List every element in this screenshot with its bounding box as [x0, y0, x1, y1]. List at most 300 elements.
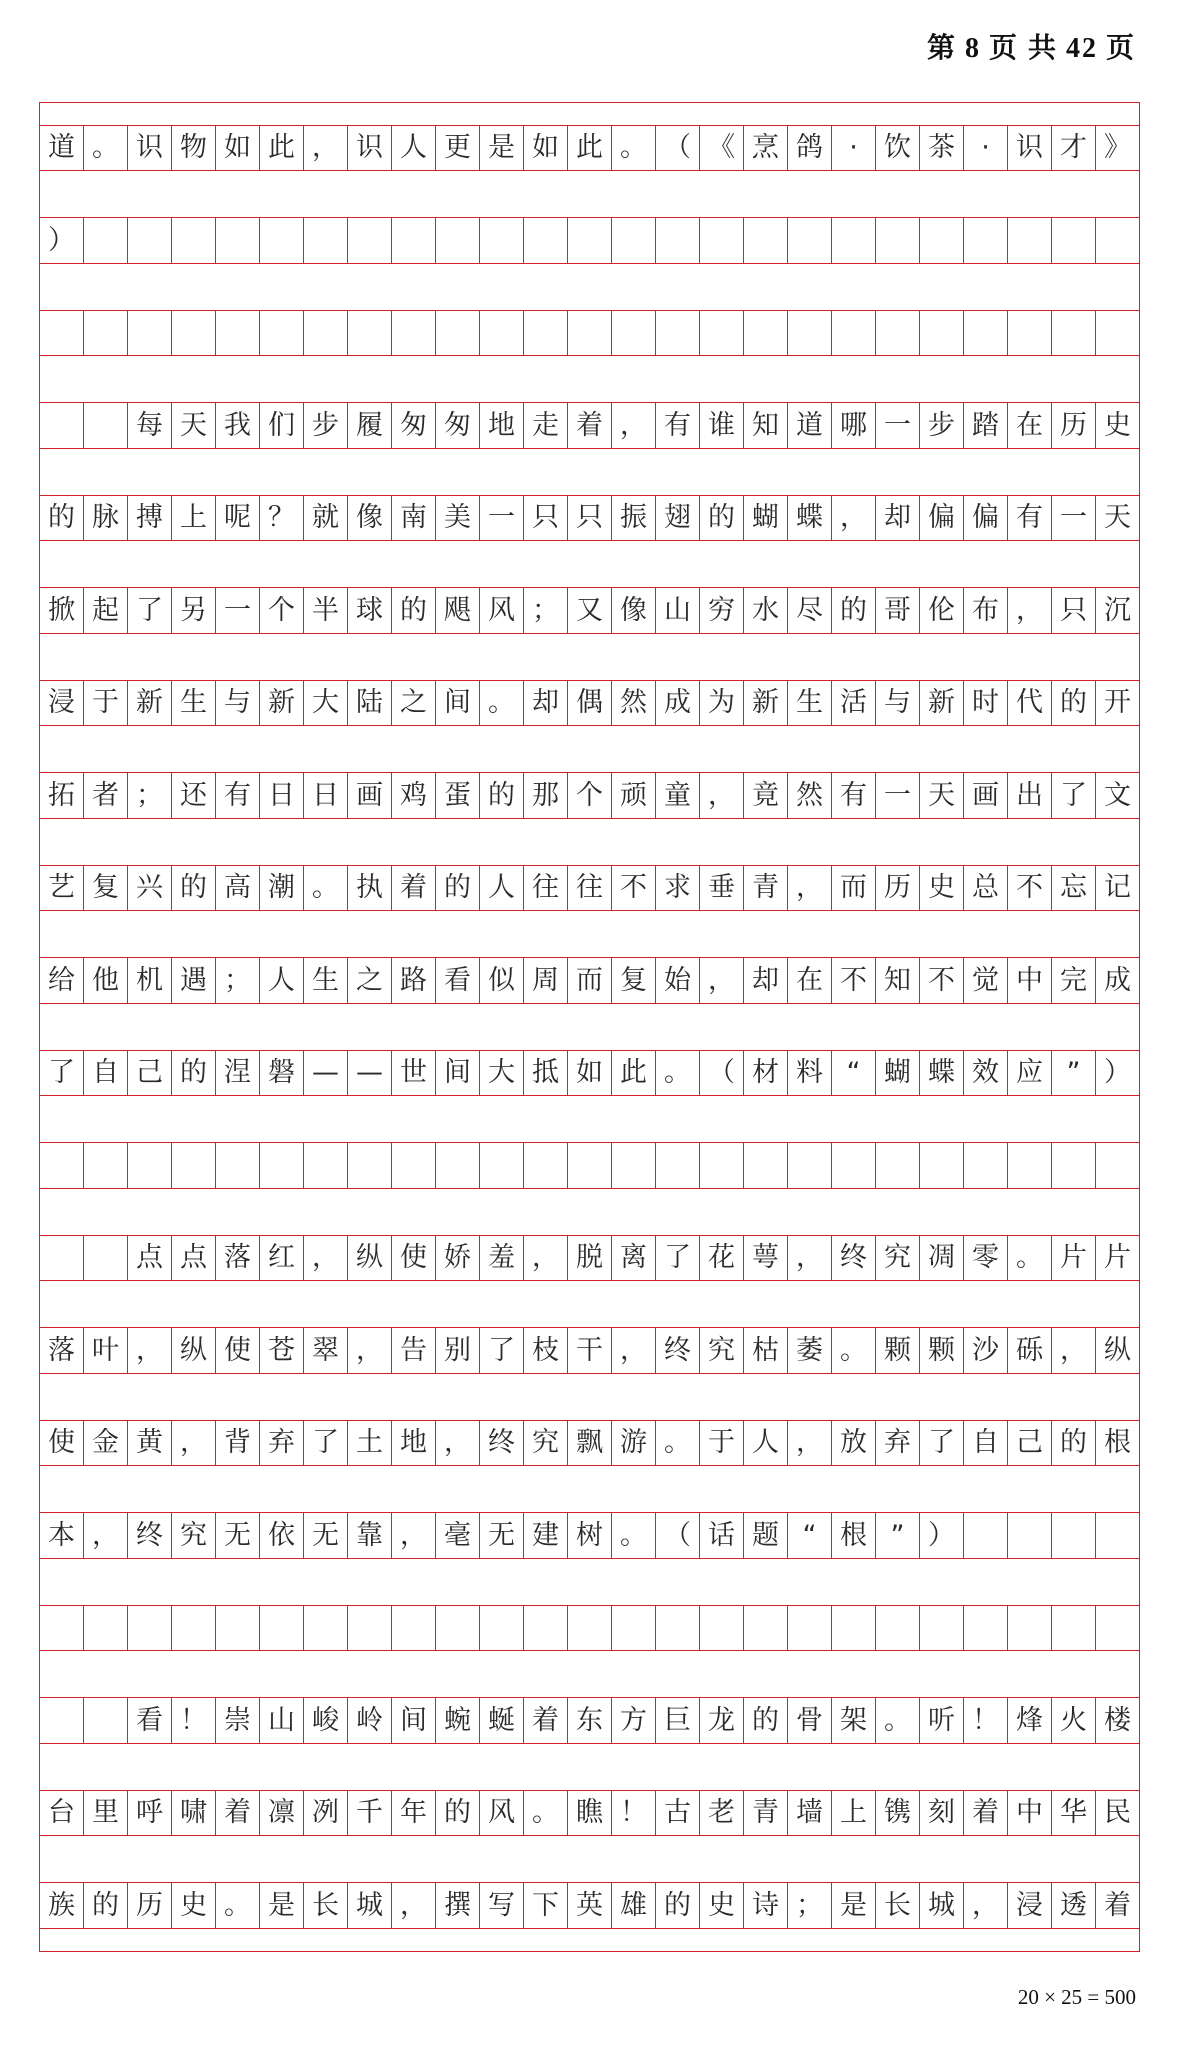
grid-cell: 偏	[920, 496, 964, 541]
grid-cell: 树	[568, 1513, 612, 1558]
composition-grid-sheet	[39, 102, 1140, 1952]
grid-cell	[480, 218, 524, 263]
grid-cell: 人	[392, 126, 436, 171]
grid-cell: 蝶	[920, 1051, 964, 1096]
grid-cell: 日	[304, 773, 348, 818]
grid-cell: 千	[348, 1791, 392, 1836]
grid-cell: 岭	[348, 1698, 392, 1743]
grid-cell: 墙	[788, 1791, 832, 1836]
grid-cell	[1096, 218, 1139, 263]
grid-cell	[84, 311, 128, 356]
grid-cell: “	[832, 1051, 876, 1096]
grid-cell	[348, 311, 392, 356]
grid-cell: 纵	[172, 1328, 216, 1373]
grid-cell: 着	[568, 403, 612, 448]
grid-cell	[84, 1143, 128, 1188]
grid-cell: 垂	[700, 866, 744, 911]
grid-cell: 雄	[612, 1883, 656, 1928]
grid-cell: 蝴	[744, 496, 788, 541]
grid-cell: 觉	[964, 958, 1008, 1003]
grid-cell: ）	[40, 218, 84, 263]
grid-cell: 掀	[40, 588, 84, 633]
grid-cell: 零	[964, 1236, 1008, 1281]
grid-cell: 忘	[1052, 866, 1096, 911]
grid-cell	[40, 403, 84, 448]
current-page: 8	[964, 33, 981, 64]
grid-cell: 根	[1104, 1427, 1131, 1459]
grid-cell: 有	[832, 773, 876, 818]
grid-cell: 在	[788, 958, 832, 1003]
grid-cell: 脱	[568, 1236, 612, 1281]
grid-cell: 往	[524, 866, 568, 911]
grid-cell: 谁	[700, 403, 744, 448]
grid-row	[40, 402, 1139, 449]
grid-cell: 像	[612, 588, 656, 633]
grid-cell: 起	[84, 588, 128, 633]
grid-cell: 拓	[40, 773, 84, 818]
grid-cell: 然	[612, 681, 656, 726]
grid-cell: 架	[832, 1698, 876, 1743]
grid-cell	[392, 1143, 436, 1188]
grid-cell	[656, 1606, 700, 1651]
grid-cell: 布	[964, 588, 1008, 633]
grid-cell: 无	[480, 1513, 524, 1558]
grid-cell: 日	[260, 773, 304, 818]
grid-cell: 老	[700, 1791, 744, 1836]
grid-cell	[744, 1143, 788, 1188]
grid-row	[40, 1790, 1139, 1837]
grid-cell: 别	[436, 1328, 480, 1373]
grid-cell: 着	[392, 866, 436, 911]
grid-cell: 踏	[964, 403, 1008, 448]
grid-cell: 与	[876, 681, 920, 726]
grid-cell: 鸽	[788, 126, 832, 171]
grid-cell	[1008, 218, 1052, 263]
grid-cell: ，	[700, 958, 744, 1003]
grid-cell: 飘	[568, 1421, 612, 1466]
grid-cell: 知	[744, 403, 788, 448]
grid-cell	[700, 311, 744, 356]
grid-cell	[1008, 1606, 1052, 1651]
grid-cell	[216, 1606, 260, 1651]
grid-cell: 如	[524, 126, 568, 171]
grid-cell: 的	[1052, 1421, 1096, 1466]
grid-cell	[1096, 1513, 1139, 1558]
grid-cell: ，	[832, 496, 876, 541]
grid-cell	[172, 218, 216, 263]
grid-cell: 似	[480, 958, 524, 1003]
grid-cell: 本	[40, 1513, 84, 1558]
grid-cell	[1052, 218, 1096, 263]
grid-cell: 球	[348, 588, 392, 633]
grid-cell: 此	[612, 1051, 656, 1096]
grid-cell: 水	[744, 588, 788, 633]
grid-cell	[1096, 1606, 1139, 1651]
grid-cell: 只	[524, 496, 568, 541]
grid-cell: 究	[524, 1421, 568, 1466]
grid-cell: 自	[84, 1051, 128, 1096]
grid-cell: 不	[612, 866, 656, 911]
grid-cell: 潮	[260, 866, 304, 911]
grid-cell: 枝	[524, 1328, 568, 1373]
grid-cell: 生	[304, 958, 348, 1003]
grid-cell: 写	[480, 1883, 524, 1928]
grid-cell	[392, 218, 436, 263]
grid-cell: 落	[40, 1328, 84, 1373]
grid-cell: 翠	[304, 1328, 348, 1373]
grid-cell	[436, 311, 480, 356]
grid-cell: 。	[612, 1513, 656, 1558]
grid-cell	[1008, 1143, 1052, 1188]
grid-cell: 求	[656, 866, 700, 911]
grid-cell: 步	[304, 403, 348, 448]
grid-cell: 遇	[172, 958, 216, 1003]
grid-cell: 了	[920, 1421, 964, 1466]
grid-cell	[172, 1143, 216, 1188]
grid-cell	[964, 1143, 1008, 1188]
grid-row	[40, 1512, 1139, 1559]
grid-cell: 蜿	[436, 1698, 480, 1743]
grid-cell: 新	[920, 681, 964, 726]
grid-row	[40, 957, 1139, 1004]
grid-cell: 匆	[436, 403, 480, 448]
grid-cell: 时	[964, 681, 1008, 726]
grid-cell: 天	[172, 403, 216, 448]
grid-cell: 如	[568, 1051, 612, 1096]
grid-cell: 台	[40, 1791, 84, 1836]
grid-cell	[700, 1606, 744, 1651]
grid-cell: ，	[788, 1421, 832, 1466]
grid-cell: 城	[920, 1883, 964, 1928]
total-pages: 42	[1065, 33, 1098, 64]
grid-cell: 们	[260, 403, 304, 448]
grid-cell: 与	[216, 681, 260, 726]
grid-cell: 里	[84, 1791, 128, 1836]
grid-cell: 的	[656, 1883, 700, 1928]
grid-cell: ）	[1104, 1057, 1131, 1089]
grid-cell: 终	[832, 1236, 876, 1281]
grid-cell	[480, 1606, 524, 1651]
grid-cell	[84, 1236, 128, 1281]
grid-cell: ，	[788, 1236, 832, 1281]
grid-cell: 我	[216, 403, 260, 448]
grid-cell: ，	[392, 1513, 436, 1558]
grid-cell: 历	[128, 1883, 172, 1928]
grid-cell: 南	[392, 496, 436, 541]
grid-cell: ，	[1008, 588, 1052, 633]
grid-cell: 尽	[788, 588, 832, 633]
grid-cell: 终	[656, 1328, 700, 1373]
grid-cell: ？	[260, 496, 304, 541]
grid-cell	[524, 311, 568, 356]
grid-cell: 。	[832, 1328, 876, 1373]
grid-cell: 无	[304, 1513, 348, 1558]
grid-cell: 呢	[216, 496, 260, 541]
grid-cell	[920, 311, 964, 356]
grid-cell: 点	[128, 1236, 172, 1281]
grid-cell: 沙	[964, 1328, 1008, 1373]
grid-cell: 间	[392, 1698, 436, 1743]
grid-cell: 生	[788, 681, 832, 726]
grid-cell: 在	[1008, 403, 1052, 448]
grid-cell	[832, 311, 876, 356]
grid-cell	[436, 1606, 480, 1651]
grid-cell: 然	[788, 773, 832, 818]
grid-cell: ，	[348, 1328, 392, 1373]
grid-cell	[920, 1143, 964, 1188]
grid-cell: 是	[832, 1883, 876, 1928]
grid-cell: ；	[216, 958, 260, 1003]
grid-cell: 不	[832, 958, 876, 1003]
grid-cell: 的	[40, 496, 84, 541]
grid-cell: 文	[1104, 779, 1131, 811]
grid-cell	[568, 1606, 612, 1651]
grid-cell: 而	[568, 958, 612, 1003]
grid-cell: 镌	[876, 1791, 920, 1836]
grid-cell: 道	[40, 126, 84, 171]
grid-cell: 饮	[876, 126, 920, 171]
grid-cell: 土	[348, 1421, 392, 1466]
grid-cell: 究	[172, 1513, 216, 1558]
grid-cell: 活	[832, 681, 876, 726]
grid-cell: 的	[700, 496, 744, 541]
grid-cell: 使	[40, 1421, 84, 1466]
grid-cell: 一	[876, 773, 920, 818]
grid-cell: 了	[1052, 773, 1096, 818]
grid-cell: 复	[84, 866, 128, 911]
grid-cell: ，	[612, 1328, 656, 1373]
grid-cell	[84, 218, 128, 263]
grid-cell	[612, 1606, 656, 1651]
grid-cell: 兴	[128, 866, 172, 911]
grid-cell: 历	[1052, 403, 1096, 448]
grid-cell: 地	[392, 1421, 436, 1466]
grid-cell: （	[656, 126, 700, 171]
grid-cell: 》	[1104, 132, 1131, 164]
grid-cell	[700, 1143, 744, 1188]
grid-cell: 着	[964, 1791, 1008, 1836]
grid-cell: ；	[524, 588, 568, 633]
grid-cell: 有	[216, 773, 260, 818]
grid-cell: 中	[1008, 958, 1052, 1003]
grid-cell	[876, 1606, 920, 1651]
grid-cell: 点	[172, 1236, 216, 1281]
grid-cell	[260, 311, 304, 356]
grid-cell: 山	[260, 1698, 304, 1743]
grid-cell: 看	[436, 958, 480, 1003]
grid-cell: 却	[744, 958, 788, 1003]
grid-cell: 。	[656, 1421, 700, 1466]
grid-cell: 鸡	[392, 773, 436, 818]
grid-cell: 的	[436, 1791, 480, 1836]
grid-cell: 效	[964, 1051, 1008, 1096]
grid-cell: 只	[568, 496, 612, 541]
grid-row	[40, 1235, 1139, 1282]
grid-cell: 金	[84, 1421, 128, 1466]
grid-cell: 片	[1104, 1242, 1131, 1274]
grid-cell: 涅	[216, 1051, 260, 1096]
grid-cell: 依	[260, 1513, 304, 1558]
grid-cell: 蝶	[788, 496, 832, 541]
grid-cell	[128, 218, 172, 263]
grid-cell: 东	[568, 1698, 612, 1743]
grid-cell	[40, 1143, 84, 1188]
grid-cell: 偶	[568, 681, 612, 726]
grid-cell	[568, 311, 612, 356]
grid-cell: 城	[348, 1883, 392, 1928]
grid-cell: 了	[128, 588, 172, 633]
grid-cell: ，	[304, 1236, 348, 1281]
grid-cell: 地	[480, 403, 524, 448]
grid-cell: 不	[1008, 866, 1052, 911]
grid-cell	[964, 311, 1008, 356]
grid-cell	[304, 311, 348, 356]
grid-cell	[876, 311, 920, 356]
grid-row	[40, 495, 1139, 542]
grid-cell: 一	[480, 496, 524, 541]
grid-cell: 个	[568, 773, 612, 818]
grid-cell: 青	[744, 866, 788, 911]
grid-cell	[524, 1606, 568, 1651]
grid-cell: 。	[656, 1051, 700, 1096]
grid-cell: ，	[964, 1883, 1008, 1928]
grid-cell: 给	[40, 958, 84, 1003]
grid-cell: 史	[1104, 409, 1131, 441]
grid-cell: 啸	[172, 1791, 216, 1836]
grid-cell: 间	[436, 1051, 480, 1096]
grid-cell: 出	[1008, 773, 1052, 818]
grid-cell: 伦	[920, 588, 964, 633]
grid-cell: 振	[612, 496, 656, 541]
grid-cell: 不	[920, 958, 964, 1003]
grid-cell: （	[700, 1051, 744, 1096]
grid-cell: 颗	[876, 1328, 920, 1373]
grid-cell	[612, 218, 656, 263]
grid-cell: 哪	[832, 403, 876, 448]
grid-cell	[40, 311, 84, 356]
grid-cell: 的	[84, 1883, 128, 1928]
grid-row	[40, 1142, 1139, 1189]
grid-cell: 着	[216, 1791, 260, 1836]
grid-cell: 砾	[1008, 1328, 1052, 1373]
grid-cell: 使	[392, 1236, 436, 1281]
grid-cell: 机	[128, 958, 172, 1003]
grid-row	[40, 865, 1139, 912]
grid-cell: ；	[128, 773, 172, 818]
grid-cell	[480, 311, 524, 356]
grid-cell: 的	[832, 588, 876, 633]
grid-cell: 复	[612, 958, 656, 1003]
grid-cell: ；	[788, 1883, 832, 1928]
grid-cell: 建	[524, 1513, 568, 1558]
grid-cell: ）	[920, 1513, 964, 1558]
grid-cell: 只	[1052, 588, 1096, 633]
grid-cell: ，	[392, 1883, 436, 1928]
grid-cell: 长	[304, 1883, 348, 1928]
grid-cell	[876, 1143, 920, 1188]
grid-cell: 告	[392, 1328, 436, 1373]
grid-cell: 自	[964, 1421, 1008, 1466]
grid-cell: 骨	[788, 1698, 832, 1743]
grid-cell: 成	[1104, 964, 1131, 996]
grid-cell: 了	[656, 1236, 700, 1281]
grid-cell	[216, 218, 260, 263]
grid-cell: 人	[744, 1421, 788, 1466]
grid-cell: 山	[656, 588, 700, 633]
grid-cell: 民	[1104, 1797, 1131, 1829]
grid-cell: 高	[216, 866, 260, 911]
grid-cell: 他	[84, 958, 128, 1003]
grid-cell: 的	[392, 588, 436, 633]
grid-cell: 步	[920, 403, 964, 448]
grid-cell: 离	[612, 1236, 656, 1281]
grid-cell: 萎	[788, 1328, 832, 1373]
grid-cell: 羞	[480, 1236, 524, 1281]
grid-cell: 于	[700, 1421, 744, 1466]
grid-cell	[964, 1606, 1008, 1651]
grid-cell	[436, 218, 480, 263]
grid-cell: 中	[1008, 1791, 1052, 1836]
grid-cell: 飓	[436, 588, 480, 633]
grid-cell	[656, 1143, 700, 1188]
grid-cell: 天	[920, 773, 964, 818]
grid-size-footer: 20 × 25 = 500	[1017, 1985, 1136, 2009]
grid-cell	[612, 1143, 656, 1188]
grid-cell: 而	[832, 866, 876, 911]
grid-cell: 童	[656, 773, 700, 818]
grid-cell	[744, 311, 788, 356]
grid-cell: —	[304, 1051, 348, 1096]
grid-cell: 世	[392, 1051, 436, 1096]
grid-cell: 己	[128, 1051, 172, 1096]
grid-row	[40, 772, 1139, 819]
grid-cell: 始	[656, 958, 700, 1003]
grid-cell: 竟	[744, 773, 788, 818]
grid-cell	[524, 218, 568, 263]
grid-cell: 抵	[524, 1051, 568, 1096]
grid-cell: “	[788, 1513, 832, 1558]
grid-cell: （	[656, 1513, 700, 1558]
grid-cell: 的	[744, 1698, 788, 1743]
grid-row	[40, 310, 1139, 357]
grid-cell: 人	[480, 866, 524, 911]
grid-cell: 的	[172, 1051, 216, 1096]
grid-cell: 上	[172, 496, 216, 541]
grid-cell: 新	[744, 681, 788, 726]
grid-cell	[260, 1606, 304, 1651]
grid-cell: 纵	[348, 1236, 392, 1281]
grid-cell: 一	[876, 403, 920, 448]
grid-cell: 如	[216, 126, 260, 171]
grid-cell: 背	[216, 1421, 260, 1466]
grid-cell: 才	[1052, 126, 1096, 171]
grid-cell	[172, 311, 216, 356]
grid-cell	[128, 1143, 172, 1188]
grid-cell	[40, 1606, 84, 1651]
grid-cell: 大	[480, 1051, 524, 1096]
grid-cell	[1096, 311, 1139, 356]
grid-row	[40, 1882, 1139, 1929]
grid-cell: 物	[172, 126, 216, 171]
grid-row	[40, 587, 1139, 634]
grid-cell: 像	[348, 496, 392, 541]
grid-cell: 记	[1104, 872, 1131, 904]
grid-cell: 还	[172, 773, 216, 818]
grid-cell: 落	[216, 1236, 260, 1281]
grid-cell: 萼	[744, 1236, 788, 1281]
grid-cell: 有	[1008, 496, 1052, 541]
grid-cell: 凋	[920, 1236, 964, 1281]
